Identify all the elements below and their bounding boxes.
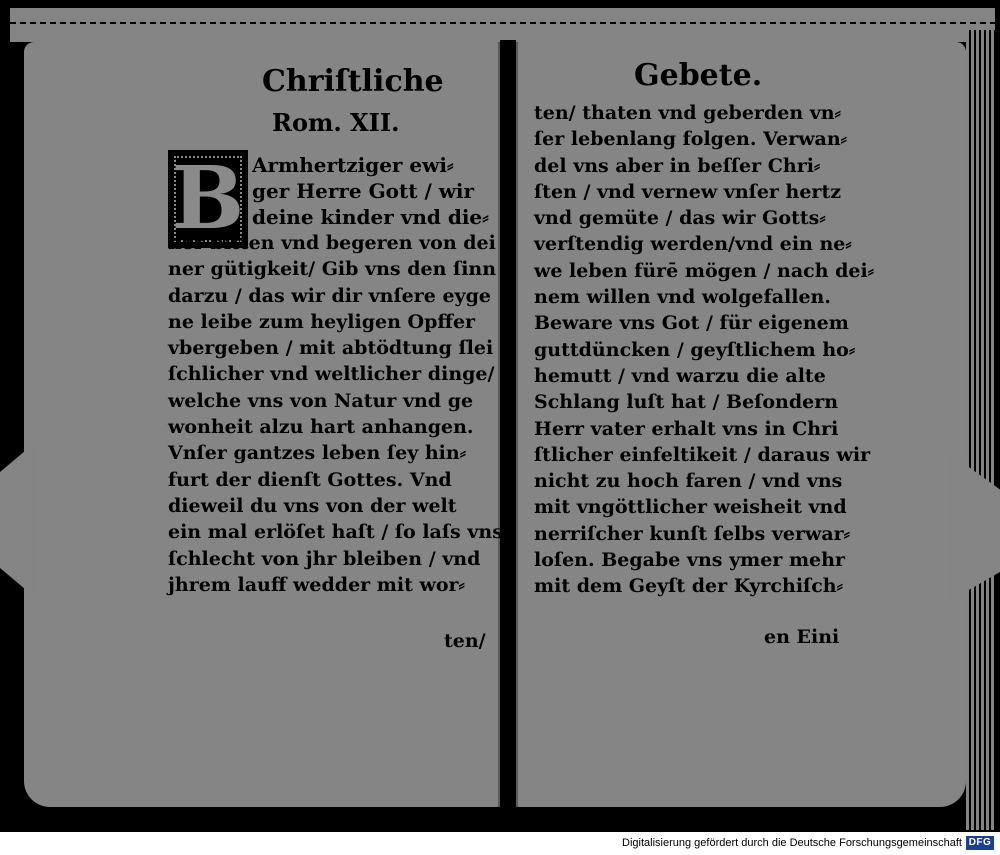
text-line: ger Herre Gott / wir [252, 179, 475, 203]
text-line: ne leibe zum heyligen Opffer [168, 310, 476, 333]
text-line: deine kinder vnd die⸗ [252, 205, 489, 229]
text-line: Beware vns Got / für eigenem [534, 312, 849, 335]
text-line: wonheit alzu hart anhangen. [168, 416, 474, 439]
text-line: jhrem lauff wedder mit wor⸗ [168, 573, 465, 596]
text-line: ein mal erlöſet haſt / ſo laſs vns [168, 521, 503, 544]
text-line: dieweil du vns von der welt [168, 494, 457, 517]
text-line: ſtlicher einfeltikeit / daraus wir [534, 443, 871, 466]
bible-reference: Rom. XII. [272, 108, 400, 137]
text-line: we leben fürē mögen / nach dei⸗ [534, 259, 875, 282]
left-catchword: ten/ [444, 630, 486, 652]
text-line: guttdüncken / geyſtlichem ho⸗ [534, 338, 856, 361]
text-line: nicht zu hoch faren / vnd vns [534, 470, 843, 493]
page-edges [966, 30, 996, 830]
decorated-initial: B [168, 150, 248, 248]
text-line: nerriſcher kunſt ſelbs verwar⸗ [534, 522, 850, 545]
text-line: Schlang luſt hat / Beſondern [534, 391, 839, 414]
text-line: Vnſer gantzes leben ſey hin⸗ [168, 442, 467, 465]
left-page-heading: Chriſtliche [262, 64, 444, 99]
text-line: ſchlecht von jhr bleiben / vnd [168, 547, 481, 570]
text-line: ſten / vnd vernew vnſer hertz [534, 180, 842, 203]
text-line: nem willen vnd wolgefallen. [534, 286, 831, 309]
right-page-body [534, 100, 874, 600]
text-line: ner gütigkeit/ Gib vns den ſinn [168, 258, 497, 281]
text-line: verſtendig werden/vnd ein ne⸗ [534, 233, 852, 256]
text-line: mit vngöttlicher weisheit vnd [534, 496, 847, 519]
text-line: Herr vater erhalt vns in Chri [534, 417, 839, 440]
text-line: del vns aber in beſſer Chri⸗ [534, 154, 821, 177]
text-line: mit dem Geyſt der Kyrchiſch⸗ [534, 575, 843, 598]
text-line: Armhertziger ewi⸗ [252, 153, 454, 177]
first-lines [252, 152, 489, 230]
text-line: ſchlicher vnd weltlicher dinge/ [168, 363, 495, 386]
text-line: ſer lebenlang folgen. Verwan⸗ [534, 128, 848, 151]
text-line: furt der dienſt Gottes. Vnd [168, 468, 452, 491]
text-line: vbergeben / mit abtödtung ſlei [168, 337, 494, 360]
text-line: loſen. Begabe vns ymer mehr [534, 549, 845, 572]
left-page-edge [0, 440, 38, 600]
text-line: welche vns von Natur vnd ge [168, 389, 474, 412]
text-line: vnd gemüte / das wir Gotts⸗ [534, 207, 826, 230]
dfg-logo: DFG [966, 836, 994, 850]
text-line: hemutt / vnd warzu die alte [534, 364, 826, 387]
text-line: ner bitten vnd begeren von dei [168, 232, 496, 254]
right-page-heading: Gebete. [634, 58, 763, 93]
left-page-body [168, 230, 503, 598]
text-line: ten/ thaten vnd geberden vn⸗ [534, 102, 841, 124]
footer-bar [0, 832, 1000, 855]
text-line: darzu / das wir dir vnſere eyge [168, 284, 491, 307]
funding-credit: Digitalisierung gefördert durch die Deutsche Forschungsgemeinschaft [622, 837, 962, 849]
right-catchword: en Eini [764, 626, 840, 648]
